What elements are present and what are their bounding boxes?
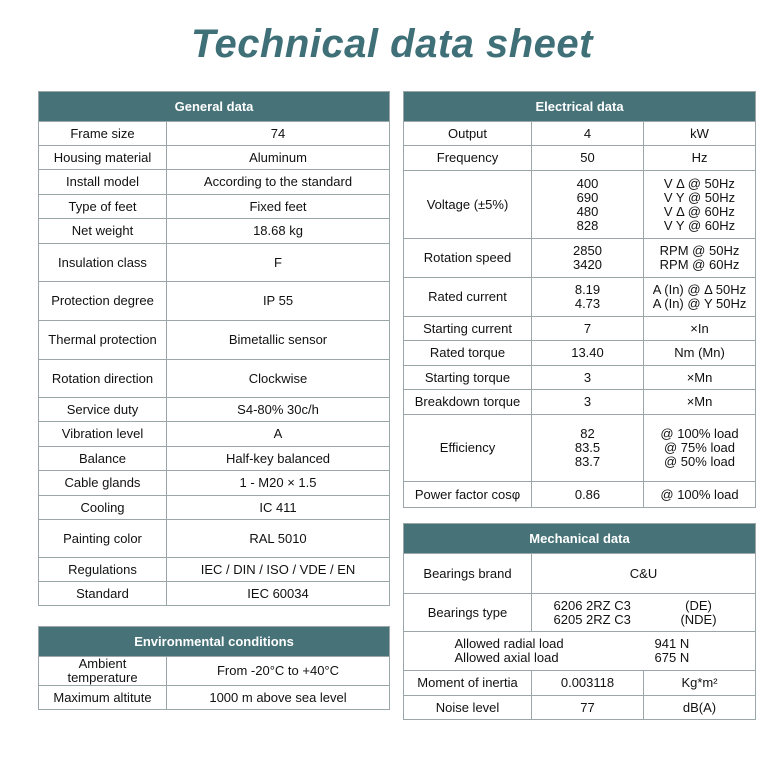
row-label: Balance	[39, 447, 167, 471]
row-label: Regulations	[39, 558, 167, 582]
power-factor-label: Power factor cosφ	[404, 482, 532, 508]
row-value: IC 411	[167, 496, 390, 520]
row-value: 1000 m above sea level	[167, 686, 390, 710]
row-value: 74	[167, 122, 390, 146]
environmental-conditions-header: Environmental conditions	[39, 627, 390, 657]
efficiency-values	[532, 415, 644, 482]
row-value: Bimetallic sensor	[167, 321, 390, 360]
row-value: From -20°C to +40°C	[167, 657, 390, 686]
breakdown-torque-label: Breakdown torque	[404, 390, 532, 415]
bearings-type-value: 6205 2RZ C3	[553, 611, 631, 627]
moment-of-inertia-unit: Kg*m²	[644, 671, 756, 696]
moment-of-inertia-label: Moment of inertia	[404, 671, 532, 696]
table-row	[39, 471, 390, 496]
row-label: Frame size	[39, 122, 167, 146]
row-label: Thermal protection	[39, 321, 167, 360]
table-row	[404, 554, 756, 594]
rotation-speed-label: Rotation speed	[404, 239, 532, 278]
noise-level-value: 77	[532, 696, 644, 720]
table-row	[39, 170, 390, 195]
row-value: IEC / DIN / ISO / VDE / EN	[167, 558, 390, 582]
electrical-data-table	[403, 91, 756, 508]
frequency-value: 50	[532, 146, 644, 171]
row-label: Vibration level	[39, 422, 167, 447]
rated-torque-value: 13.40	[532, 341, 644, 366]
rotation-speed-unit: RPM @ 60Hz	[659, 257, 740, 272]
row-label: Ambient temperature	[39, 657, 167, 686]
voltage-value: 400	[576, 175, 599, 191]
frequency-label: Frequency	[404, 146, 532, 171]
breakdown-torque-unit: ×Mn	[644, 390, 756, 415]
output-unit: kW	[644, 122, 756, 146]
row-label: Install model	[39, 170, 167, 195]
row-label: Standard	[39, 582, 167, 606]
table-row	[39, 146, 390, 170]
row-value: Fixed feet	[167, 195, 390, 219]
row-label: Cable glands	[39, 471, 167, 496]
voltage-unit: V Δ @ 50Hz	[663, 175, 735, 191]
efficiency-label: Efficiency	[404, 415, 532, 482]
voltage-units	[644, 171, 756, 239]
starting-current-unit: ×In	[644, 317, 756, 341]
row-label: Insulation class	[39, 244, 167, 282]
table-row	[404, 317, 756, 341]
row-value: RAL 5010	[167, 520, 390, 558]
table-row	[39, 422, 390, 447]
rotation-speed-units	[644, 239, 756, 278]
power-factor-unit: @ 100% load	[644, 482, 756, 508]
table-row	[39, 360, 390, 398]
bearings-type-value: 6206 2RZ C3	[553, 597, 631, 613]
rated-current-value: 8.19	[574, 282, 601, 297]
row-value: Aluminum	[167, 146, 390, 170]
rated-torque-unit: Nm (Mn)	[644, 341, 756, 366]
table-row	[404, 146, 756, 171]
bearings-brand-label: Bearings brand	[404, 554, 532, 594]
row-value: IP 55	[167, 282, 390, 321]
output-label: Output	[404, 122, 532, 146]
general-data-header: General data	[39, 92, 390, 122]
rated-current-values	[532, 278, 644, 317]
row-value: Half-key balanced	[167, 447, 390, 471]
table-row	[39, 122, 390, 146]
bearings-type-unit: (NDE)	[680, 611, 717, 627]
table-row	[39, 686, 390, 710]
rated-torque-label: Rated torque	[404, 341, 532, 366]
allowed-axial-load-value: 675 N	[654, 650, 690, 665]
bearings-type-unit: (DE)	[685, 597, 712, 613]
table-row	[404, 122, 756, 146]
allowed-radial-load-value: 941 N	[654, 636, 690, 651]
frequency-unit: Hz	[644, 146, 756, 171]
row-label: Cooling	[39, 496, 167, 520]
table-row	[39, 244, 390, 282]
table-row	[404, 482, 756, 508]
mechanical-data-header: Mechanical data	[404, 524, 756, 554]
table-row	[404, 171, 756, 239]
row-label: Type of feet	[39, 195, 167, 219]
efficiency-units	[644, 415, 756, 482]
moment-of-inertia-value: 0.003118	[532, 671, 644, 696]
starting-torque-label: Starting torque	[404, 366, 532, 390]
allowed-radial-load-label: Allowed radial load	[454, 636, 564, 651]
rotation-speed-values	[532, 239, 644, 278]
table-row	[39, 558, 390, 582]
voltage-unit: V Y @ 60Hz	[663, 217, 736, 233]
general-data-table	[38, 91, 390, 606]
environmental-conditions-table	[38, 626, 390, 710]
voltage-value: 690	[576, 189, 599, 205]
row-label: Housing material	[39, 146, 167, 170]
table-row	[404, 415, 756, 482]
row-value: F	[167, 244, 390, 282]
noise-level-label: Noise level	[404, 696, 532, 720]
rotation-speed-unit: RPM @ 50Hz	[659, 243, 740, 258]
starting-current-value: 7	[532, 317, 644, 341]
row-value: 1 - M20 × 1.5	[167, 471, 390, 496]
table-row	[39, 321, 390, 360]
breakdown-torque-value: 3	[532, 390, 644, 415]
voltage-unit: V Y @ 50Hz	[663, 189, 736, 205]
row-label: Rotation direction	[39, 360, 167, 398]
table-row	[39, 520, 390, 558]
row-value: Clockwise	[167, 360, 390, 398]
rotation-speed-value: 3420	[573, 257, 602, 272]
voltage-label: Voltage (±5%)	[404, 171, 532, 239]
row-value: 18.68 kg	[167, 219, 390, 244]
efficiency-value: 82	[580, 426, 595, 441]
row-label: Protection degree	[39, 282, 167, 321]
table-row	[404, 341, 756, 366]
voltage-value: 828	[576, 217, 599, 233]
allowed-axial-load-label: Allowed axial load	[454, 650, 559, 665]
table-row	[404, 366, 756, 390]
mechanical-data-table	[403, 523, 756, 720]
rated-current-unit: A (In) @ Y 50Hz	[652, 296, 747, 311]
row-label: Maximum altitute	[39, 686, 167, 710]
table-row	[39, 582, 390, 606]
starting-torque-unit: ×Mn	[644, 366, 756, 390]
table-row	[39, 657, 390, 686]
efficiency-unit: @ 100% load	[660, 426, 739, 441]
row-label: Service duty	[39, 398, 167, 422]
rated-current-units	[644, 278, 756, 317]
table-row	[404, 390, 756, 415]
voltage-unit: V Δ @ 60Hz	[663, 203, 735, 219]
rated-current-label: Rated current	[404, 278, 532, 317]
efficiency-unit: @ 50% load	[664, 454, 736, 469]
rated-current-unit: A (In) @ Δ 50Hz	[652, 282, 747, 297]
starting-torque-value: 3	[532, 366, 644, 390]
table-row	[39, 282, 390, 321]
noise-level-unit: dB(A)	[644, 696, 756, 720]
row-label: Painting color	[39, 520, 167, 558]
table-row	[39, 447, 390, 471]
table-row	[404, 671, 756, 696]
table-row	[404, 239, 756, 278]
bearings-type-values	[532, 594, 756, 632]
efficiency-unit: @ 75% load	[664, 440, 736, 455]
table-row	[404, 632, 756, 671]
bearings-brand-value: C&U	[532, 554, 756, 594]
efficiency-value: 83.7	[574, 454, 601, 469]
row-value: A	[167, 422, 390, 447]
efficiency-value: 83.5	[574, 440, 601, 455]
table-row	[404, 594, 756, 632]
table-row	[404, 696, 756, 720]
rotation-speed-value: 2850	[573, 243, 602, 258]
row-value: S4-80% 30c/h	[167, 398, 390, 422]
power-factor-value: 0.86	[532, 482, 644, 508]
rated-current-value: 4.73	[574, 296, 601, 311]
row-value: According to the standard	[167, 170, 390, 195]
voltage-values	[532, 171, 644, 239]
electrical-data-header: Electrical data	[404, 92, 756, 122]
starting-current-label: Starting current	[404, 317, 532, 341]
table-row	[39, 195, 390, 219]
allowed-loads	[404, 632, 756, 671]
row-value: IEC 60034	[167, 582, 390, 606]
table-row	[39, 219, 390, 244]
row-label: Net weight	[39, 219, 167, 244]
table-row	[39, 496, 390, 520]
output-value: 4	[532, 122, 644, 146]
page-title: Technical data sheet	[191, 22, 593, 66]
voltage-value: 480	[576, 203, 599, 219]
table-row	[404, 278, 756, 317]
table-row	[39, 398, 390, 422]
bearings-type-label: Bearings type	[404, 594, 532, 632]
